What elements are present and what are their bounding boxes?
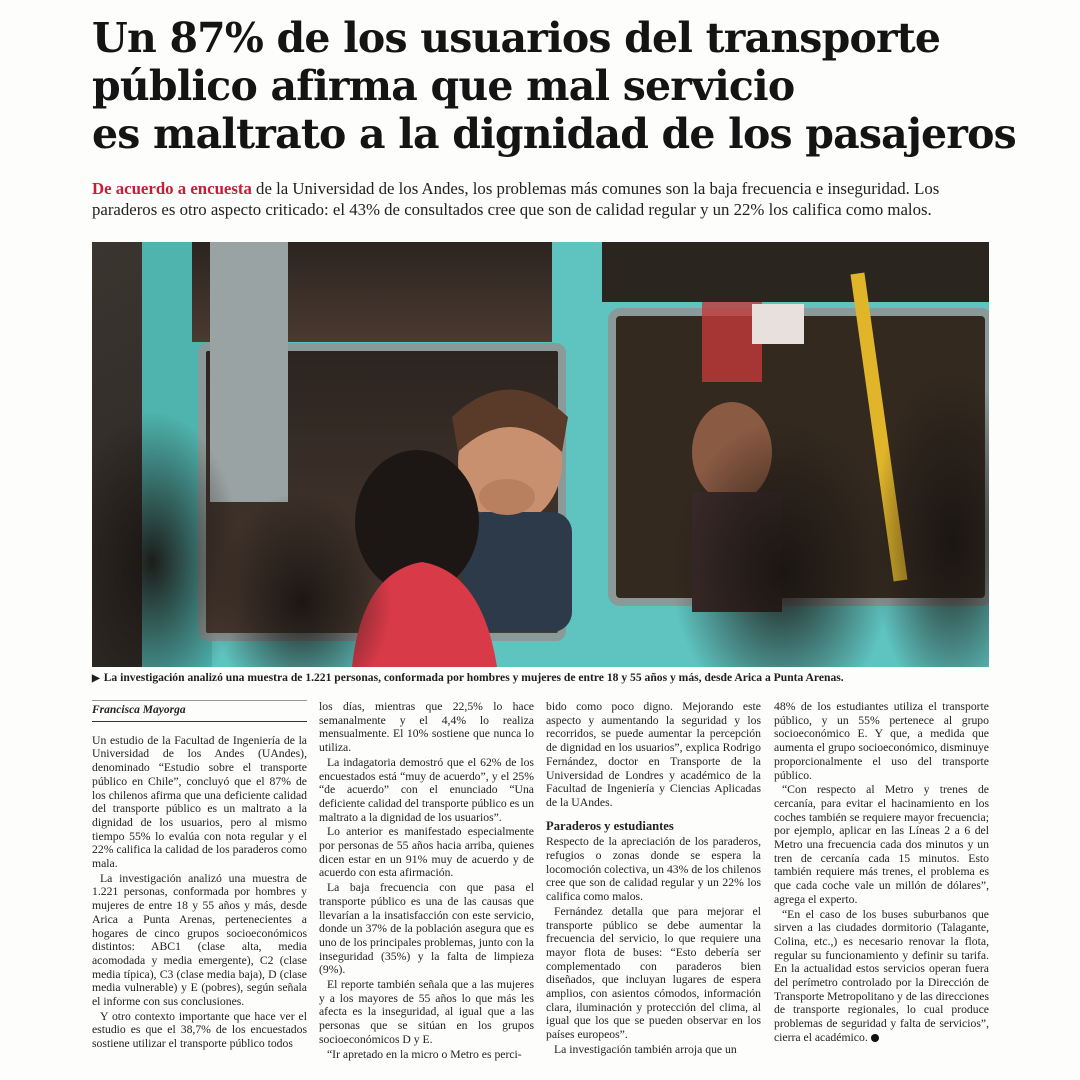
photo-caption xyxy=(92,671,989,686)
headline-line-1: Un 87% de los usuarios del transporte xyxy=(92,14,941,62)
byline: Francisca Mayorga xyxy=(92,700,307,722)
col1-paragraph: Un estudio de la Facultad de Ingeniería de la Universidad de los Andes (UAndes), denominado “Estudio sobre el transporte público en Chile”, concluyó que el 87% de los chilenos afirma que una deficiente calidad del transporte público es un maltrato a la dignidad de los usuarios, pero al mismo tiempo 55% lo evalúa con nota regular y el 22% califica la calidad de los paraderos como mala. xyxy=(92,733,307,871)
col3-paragraph: Fernández detalla que para mejorar el transporte público se debe aumentar la frecuencia del servicio, lo que requiere una mayor flota de buses: “Esto debería ser complementado con paraderos bien diseñados, que incluyan lugares de espera amplios, con asientos cómodos, información clara, iluminación y protección del clima, al igual que los que se pueden observar en los países europeos”. xyxy=(546,904,761,1042)
lead-text: de la Universidad de los Andes, los problemas más comunes son la baja frecuencia e inseguridad. Los paraderos es otro aspecto criticado: el 43% de consultados cree que son de calidad regular y un 22% los califica como malos. xyxy=(92,179,940,219)
article-column-3 xyxy=(546,700,761,1074)
col1-paragraph: Y otro contexto importante que hace ver el estudio es que el 38,7% de los encuestados sostiene utilizar el transporte público todos xyxy=(92,1009,307,1051)
col2-paragraph: El reporte también señala que a las mujeres y a los mayores de 55 años lo que más les afecta es la inseguridad, al igual que a las personas que se sitúan en los grupos socioeconómicos D y E. xyxy=(319,978,534,1046)
bus-photo-illustration xyxy=(92,242,989,667)
col2-paragraph: La indagatoria demostró que el 62% de los encuestados está “muy de acuerdo”, y el 25% “de acuerdo” con el enunciado “Una deficiente calidad del transporte público es un maltrato a la dignidad de los usuarios”. xyxy=(319,755,534,824)
col3-paragraph: Respecto de la apreciación de los paraderos, refugios o zonas donde se espera la locomoción colectiva, un 43% de los chilenos cree que son de calidad regular y un 22% los califica como malos. xyxy=(546,835,761,904)
col4-paragraph: “Con respecto al Metro y trenes de cercanía, para evitar el hacinamiento en los coches también se requiere mayor frecuencia; por ejemplo, aplicar en las Líneas 2 a 6 del Metro una frecuencia cada dos minutos y un tren de cercanía cada 15 minutos. Esto también requiere más trenes, el problema es que cada coche vale un millón de dólares”, agrega el experto. xyxy=(774,783,989,906)
lead-paragraph xyxy=(92,178,992,220)
article-column-2 xyxy=(319,700,534,1074)
headline-line-2: público afirma que mal servicio xyxy=(92,62,795,110)
col3-paragraph: bido como poco digno. Mejorando este aspecto y aumentando la seguridad y los recorridos, se puede aumentar la percepción de dignidad en los usuarios”, explica Rodrigo Fernández, doctor en Transporte de la Universidad de Londres y académico de la Facultad de Ingeniería y Ciencias Aplicadas de la UAndes. xyxy=(546,700,761,809)
col4-paragraph-final xyxy=(774,908,989,1045)
col1-paragraph: La investigación analizó una muestra de 1.221 personas, conformada por hombres y mujeres de entre 18 y 55 años y más, desde Arica a Punta Arenas, pertenecientes a hogares de cinco grupos socioeconómicos distintos: ABC1 (clase alta, media acomodada y media emergente), C2 (clase media típica), C3 (clase media baja), D (clase media vulnerable) y E (pobres), según señala el informe con sus conclusiones. xyxy=(92,871,307,1009)
headline-line-3: es maltrato a la dignidad de los pasajeros xyxy=(92,110,1016,158)
lead-kicker: De acuerdo a encuesta xyxy=(92,179,252,198)
col2-paragraph: “Ir apretado en la micro o Metro es perci- xyxy=(327,1047,522,1061)
col2-paragraph: los días, mientras que 22,5% lo hace semanalmente y el 4,4% lo realiza mensualmente. El 10% sostiene que nunca lo utiliza. xyxy=(319,700,534,755)
col2-paragraph: Lo anterior es manifestado especialmente por personas de 55 años hacia arriba, quienes dicen estar en un 91% muy de acuerdo y de acuerdo con esta afirmación. xyxy=(319,825,534,880)
caption-triangle-icon: ▶ xyxy=(92,673,100,684)
article-column-4 xyxy=(774,700,989,1074)
section-subhead: Paraderos y estudiantes xyxy=(546,818,674,833)
bus-photo xyxy=(92,242,989,667)
article-column-1 xyxy=(92,700,307,1074)
end-of-article-icon xyxy=(871,1034,879,1042)
col4-paragraph: 48% de los estudiantes utiliza el transporte público, y un 55% pertenece al grupo socioeconómico E. Y que, a medida que aumenta el grupo socioeconómico, disminuye proporcionalmente el uso del transporte público. xyxy=(774,700,989,782)
caption-text: La investigación analizó una muestra de 1.221 personas, conformada por hombres y mujeres de entre 18 y 55 años y más, desde Arica a Punta Arenas. xyxy=(103,671,844,684)
col2-paragraph: La baja frecuencia con que pasa el transporte público es una de las causas que llevarían a la insatisfacción con este servicio, donde un 37% de la población asegura que es uno de los principales problemas, junto con la inseguridad (35%) y la falta de limpieza (9%). xyxy=(319,881,534,977)
headline xyxy=(92,14,1052,158)
col3-paragraph: La investigación también arroja que un xyxy=(554,1042,737,1056)
col4-final-text: “En el caso de los buses suburbanos que sirven a las ciudades dormitorio (Talagante, Colina, etc.,) es necesario renovar la flota, regular su funcionamiento y definir su tarifa. En la actualidad estos servicios operan fuera del perímetro controlado por la Dirección de Transporte Metropolitano y de las direcciones de transporte regionales, lo cual produce problemas de seguridad y falta de servicios”, cierra el académico. xyxy=(774,907,989,1044)
